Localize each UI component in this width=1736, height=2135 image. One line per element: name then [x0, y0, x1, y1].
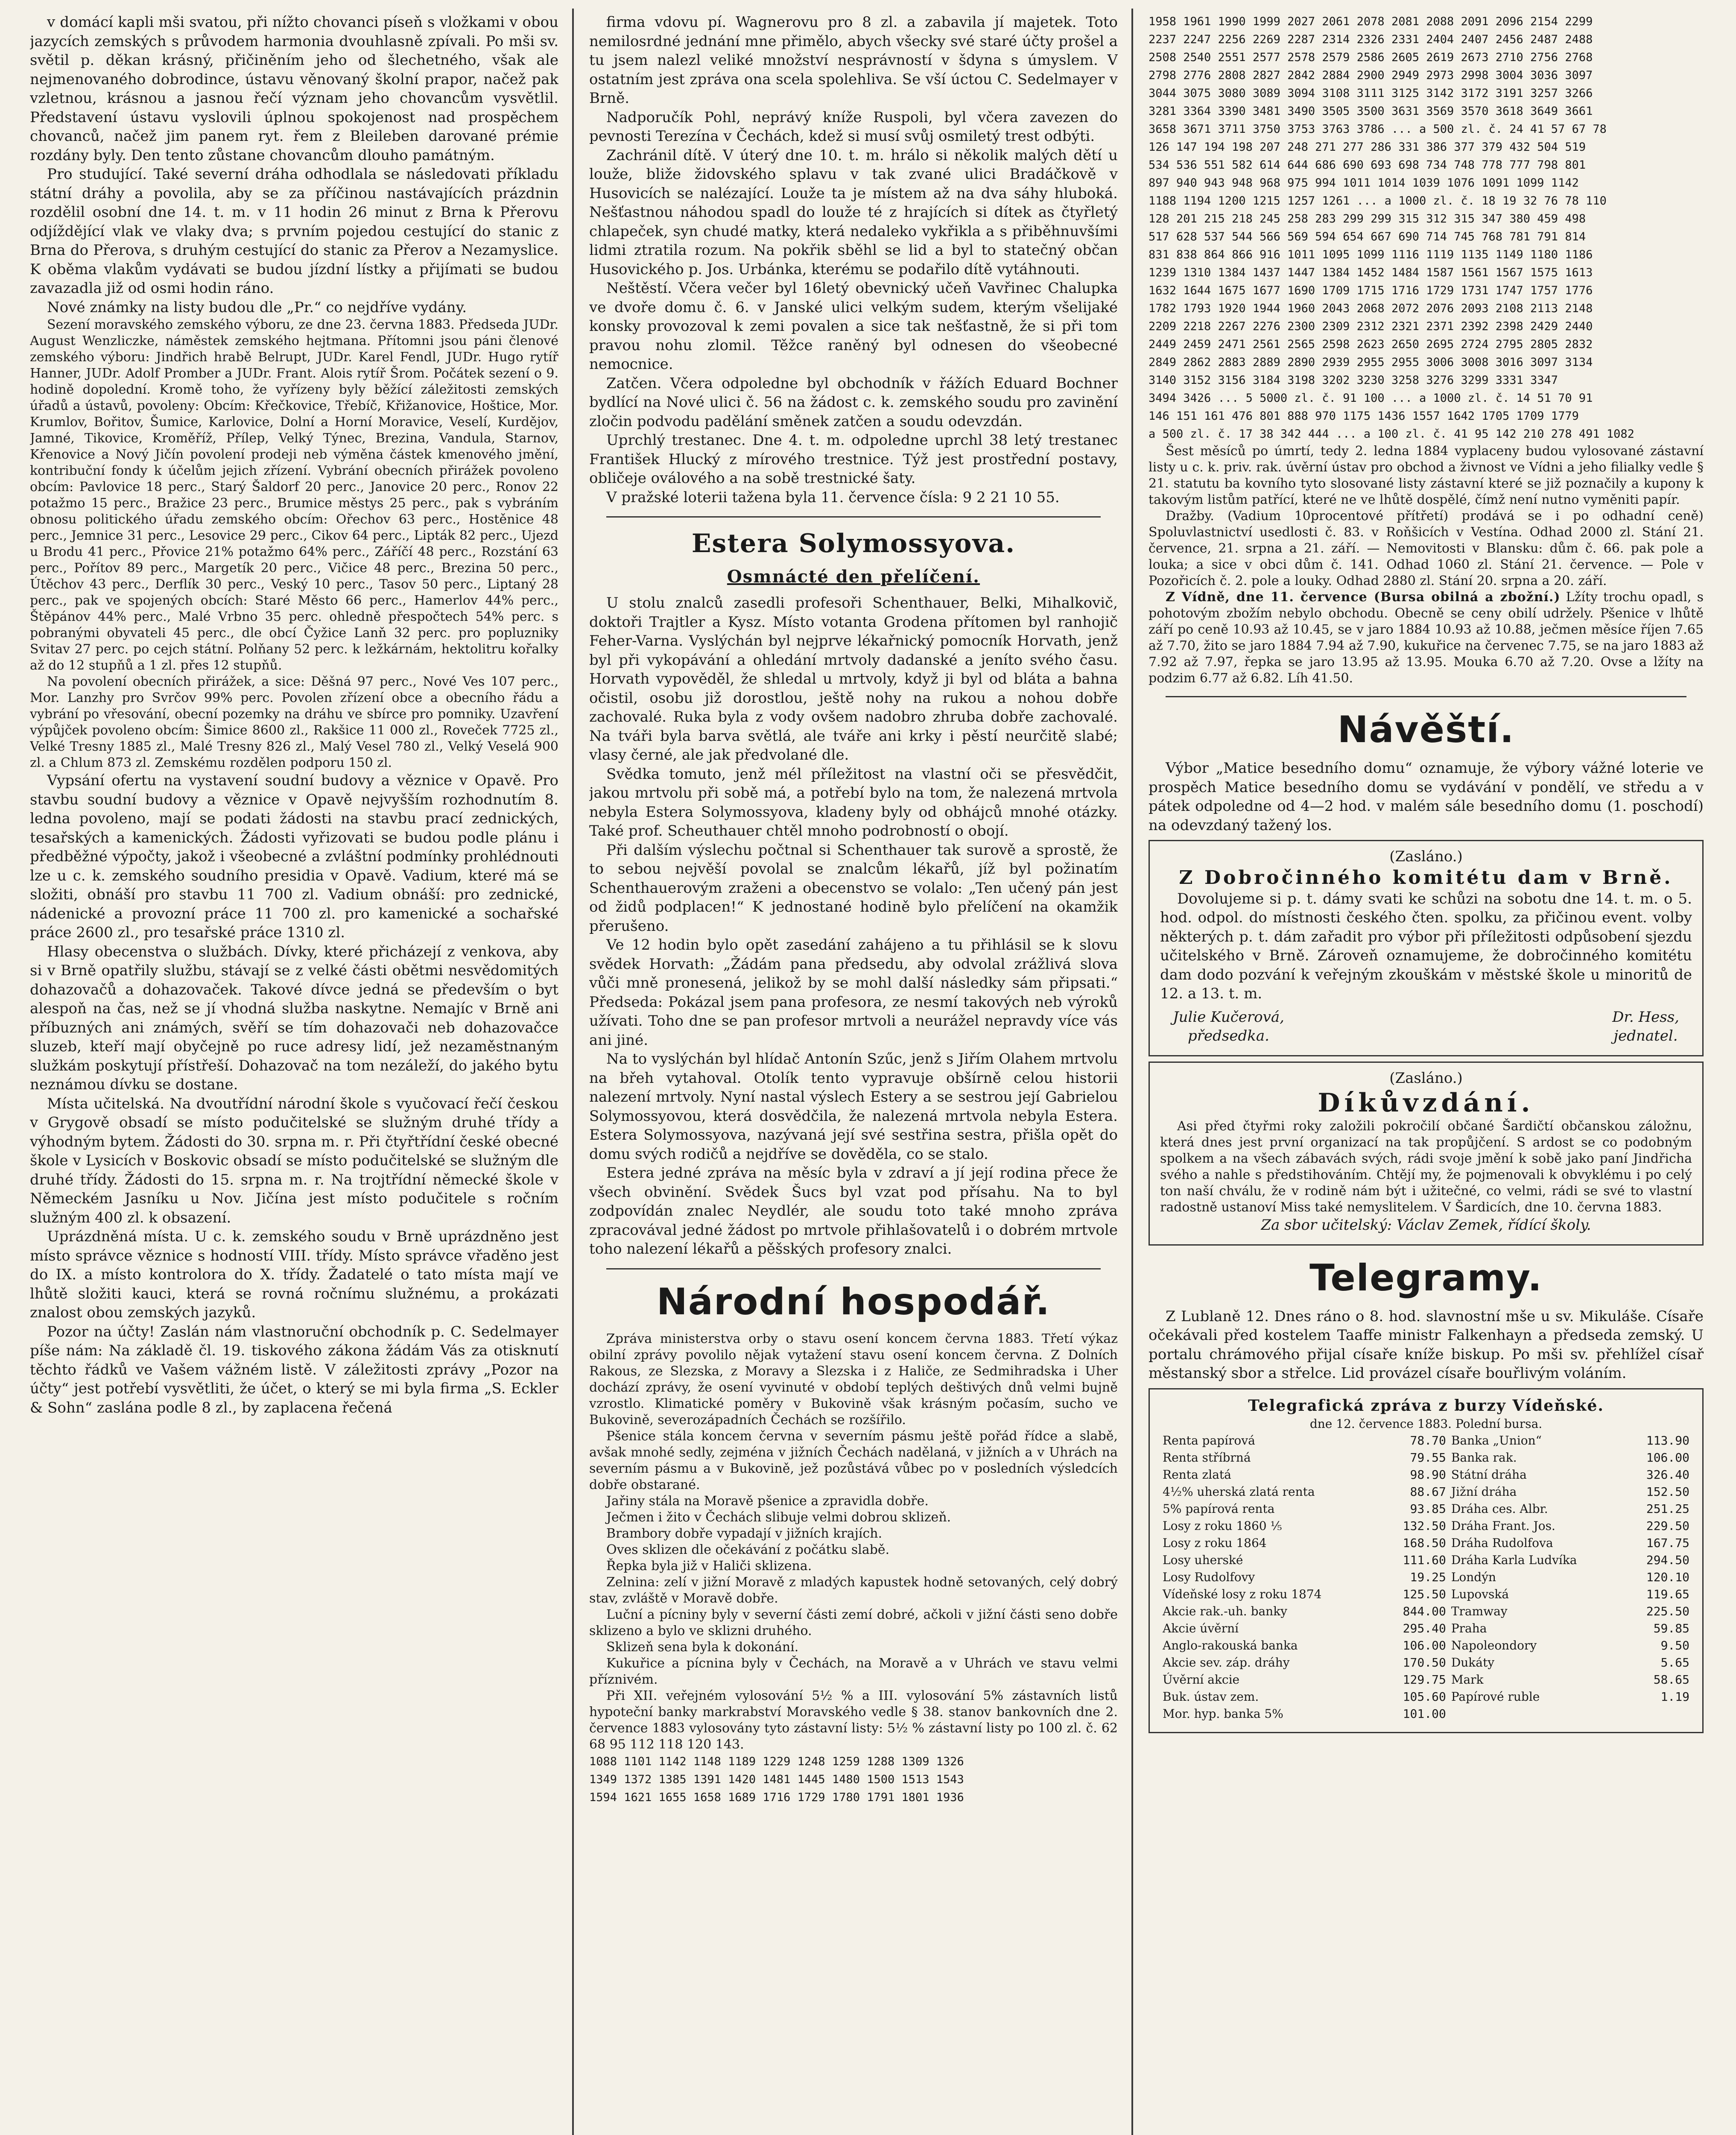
bourse-item-value: 168.50	[1403, 1535, 1446, 1550]
drawn-numbers-row: 897 940 943 948 968 975 994 1011 1014 1039 1076 1091 1099 1142	[1149, 176, 1579, 190]
section-divider	[1166, 696, 1686, 697]
bourse-item-value: 106.00	[1403, 1638, 1446, 1652]
bourse-item-name: Napoleondory	[1451, 1638, 1537, 1652]
bourse-item-value: 294.50	[1646, 1553, 1689, 1567]
column-1	[30, 13, 558, 2135]
column-divider	[572, 9, 574, 2135]
drawn-numbers-row: 1188 1194 1200 1215 1257 1261 ... a 1000 zl. č. 18 19 32 76 78 110	[1149, 194, 1607, 208]
article-paragraph: Vypsání ofertu na vystavení soudní budovy a věznice v Opavě. Pro stavbu soudní budovy a věznice v Opavě nejvyšším rozhodnutím 8. ledna povoleno, mají se podati žádosti na stavbu prací zednických, tesařských a kamenických. Žádosti vyřizovati se budou podle plánu i předběžné výpočty, jakož i všeobecné a zvláštní podmínky prohlédnouti lze u c. k. zemského soudního presidia v Opavě. Vadium, které má se složiti, obnáší pro stavbu 11 700 zl. Vadium obnáší: pro zednické, nádenické a provozní práce 11 700 zl. pro kamenické a sochařské práce 2600 zl., pro tesařské práce 1310 zl.	[30, 772, 558, 941]
bourse-item-name: Dráha Frant. Jos.	[1451, 1518, 1555, 1533]
thanks-title: Díkůvzdání.	[1318, 1088, 1534, 1118]
economy-paragraph: Zelnina: zelí v jižní Moravě z mladých kapustek hodně setovaných, celý dobrý stav, zvláště v Moravě dobře.	[589, 1574, 1118, 1606]
article-paragraph: Pozor na účty! Zaslán nám vlastnoruční obchodník p. C. Sedelmayer píše nám: Na základě čl. 19. tiskového zákona žádám Vás za otisknutí těchto řádků ve Vašem vážném listě. V záležitosti zprávy „Pozor na účty“ jest potřebí vysvětliti, že účet, o který se mi byla firma „S. Eckler & Sohn“ zaslána podle 8 zl., by zaplacena řečená	[30, 1323, 558, 1416]
story-paragraph: Při dalším výslechu počtnal si Schenthauer tak surově a sprostě, že to sebou nejvěší povolal se znalcům lékařů, jíž byl požinatím Schenthauerovým zraženi a obecenstvo se volalo: „Ten učený pán jest od židů podplacen!“ K jednostané hodině bylo přelíčení na okamžik přerušeno.	[589, 841, 1118, 935]
bourse-item-value: 9.50	[1660, 1638, 1689, 1652]
drawn-numbers-row: 1632 1644 1675 1677 1690 1709 1715 1716 1729 1731 1747 1757 1776	[1149, 284, 1593, 297]
signature-role: předsedka.	[1188, 1027, 1269, 1044]
drawn-numbers-row: 2209 2218 2267 2276 2300 2309 2312 2321 2371 2392 2398 2429 2440	[1149, 320, 1593, 333]
drawn-numbers-row: 3658 3671 3711 3750 3753 3763 3786 ... a 500 zl. č. 24 41 57 67 78	[1149, 123, 1607, 136]
article-paragraph: Nadporučík Pohl, neprávý kníže Ruspoli, byl včera zavezen do pevnosti Terezína v Čechách, kdež si musí svůj osmiletý trest odbýti.	[589, 108, 1118, 145]
bourse-item-value	[1626, 1705, 1692, 1723]
story-title: Estera Solymossyova.	[691, 529, 1016, 559]
bourse-title: Telegrafická zpráva z burzy Vídeňské.	[1248, 1396, 1604, 1415]
bourse-item-name: Akcie úvěrní	[1163, 1621, 1239, 1635]
lottery-number-row: 1088 1101 1142 1148 1189 1229 1248 1259 1288 1309 1326	[589, 1755, 964, 1768]
economy-paragraph: Pšenice stála koncem června v severním pásmu ještě pořád řídce a slabě, avšak mnohé sedly, zejména v jižních Čechách nadělaná, v jižních a v Uhrách na severním pásmu a v Bukovině, jež pozůstává vůbec po v posledních výsledcích dobře obstarané.	[589, 1428, 1118, 1492]
drawn-numbers-row: 517 628 537 544 566 569 594 654 667 690 714 745 768 781 791 814	[1149, 230, 1586, 243]
drawn-numbers-row: 126 147 194 198 207 248 271 277 286 331 386 377 379 432 504 519	[1149, 140, 1586, 154]
bourse-row	[1160, 1637, 1692, 1654]
bourse-item-name: Dukáty	[1451, 1655, 1495, 1670]
bourse-item-value: 170.50	[1403, 1655, 1446, 1670]
economy-paragraph: Zpráva ministerstva orby o stavu osení koncem června 1883. Třetí výkaz obilní zprávy povolilo nějak vytažení stavu osení koncem června. Z Dolních Rakous, ze Slezska, z Moravy a Slezska i z Haliče, ze Sedmihradska i Uher dochází zprávy, že osení vyvinuté v období teplých deštivých dnů velmi bujně vzrostlo. Klimatické poměry v Bukovině však krásným počasím, sucho ve Bukovině, severozápadních Čechách se rozšířilo.	[589, 1331, 1118, 1427]
bourse-item-name: Tramway	[1451, 1604, 1508, 1618]
bourse-item-value: 93.85	[1410, 1501, 1446, 1516]
thanks-signature: Za sbor učitelský: Václav Zemek, řídící školy.	[1261, 1217, 1591, 1234]
thanks-box	[1149, 1062, 1704, 1246]
bourse-item-value: 78.70	[1410, 1433, 1446, 1448]
economy-paragraph: Jařiny stála na Moravě pšenice a zpravidla dobře.	[606, 1493, 929, 1509]
drawn-numbers-row: 3281 3364 3390 3481 3490 3505 3500 3631 3569 3570 3618 3649 3661	[1149, 105, 1593, 118]
bourse-item-name: Akcie sev. záp. dráhy	[1163, 1655, 1290, 1670]
article-paragraph: V pražské loterii tažena byla 11. července čísla: 9 2 21 10 55.	[606, 488, 1060, 506]
economy-paragraph: Luční a pícniny byly v severní části zemí dobré, ačkoli v jižní části seno dobře sklizeno a bylo ve sklizni druhého.	[589, 1607, 1118, 1638]
drawn-numbers-row: 2449 2459 2471 2561 2565 2598 2623 2650 2695 2724 2795 2805 2832	[1149, 338, 1593, 351]
bourse-item-name: Praha	[1451, 1621, 1487, 1635]
market-report-text: Lžíty trochu opadl, s pohotovým zbožím nebylo obchodu. Obecně se ceny obilí udržely. Pšenice v lhůtě září po ceně 10.93 až 10.45, se v jaro 1884 10.93 až 10.88, ječmen měsíce říjen 7.65 až 7.70, žito se jaro 1884 7.94 až 7.90, kukuřice na červenec 7.75, se na jaro 1883 až 7.92 až 7.97, řepka se jaro 13.95 až 13.95. Mouka 6.70 až 7.20. Ovse a lžíty na podzim 6.77 až 6.82. Líh 41.50.	[1149, 590, 1704, 686]
bourse-item-name: Jižní dráha	[1451, 1484, 1517, 1499]
bourse-item-value: 88.67	[1410, 1484, 1446, 1499]
drawn-numbers-row: 1782 1793 1920 1944 1960 2043 2068 2072 2076 2093 2108 2113 2148	[1149, 302, 1593, 315]
notice-title: Návěští.	[1337, 708, 1515, 751]
sent-notice-text: Dovolujeme si p. t. dámy svati ke schůzi na sobotu dne 14. t. m. o 5. hod. odpol. do místnosti českého čten. spolku, za přičinou event. volby některých p. t. dám zařadit pro výbor při příležitosti odpůsobení sjezdu učitelského v Brně. Zároveň oznamujeme, že dobročinného komitétu dam dodo pozvání k veřejným zkouškám v městské škole u minoritů de 12. a 13. t. m.	[1160, 890, 1692, 1002]
bourse-item-value: 844.00	[1403, 1604, 1446, 1618]
bourse-item-name: 4½% uherská zlatá renta	[1163, 1484, 1315, 1499]
bourse-report-box	[1149, 1388, 1704, 1733]
bourse-item-value: 79.55	[1410, 1450, 1446, 1465]
bourse-item-value: 1.19	[1660, 1689, 1689, 1704]
bourse-item-value: 5.65	[1660, 1655, 1689, 1670]
bourse-item-name: Papírové ruble	[1451, 1689, 1540, 1704]
bourse-item-name: Státní dráha	[1451, 1467, 1527, 1482]
article-paragraph: Dražby. (Vadium 10procentové přítřetí) prodává se i po odhadní ceně) Spoluvlastnictví usedlosti č. 83. v Roňšicích v Vestína. Odhad 2000 zl. Stání 21. července, 21. srpna a 21. září. — Nemovitosti v Blansku: dům č. 66. pak pole a louka; a sice v obci dům č. 141. Odhad 1060 zl. Stání 21. července. — Pole v Pozořicích č. 2. pole a louky. Odhad 2880 zl. Stání 20. srpna a 20. září.	[1149, 509, 1704, 588]
column-2	[589, 13, 1118, 2135]
article-paragraph: Místa učitelská. Na dvoutřídní národní škole s vyučovací řečí českou v Grygově obsadí se místo podučitelské se služným druhé třídy a výhodným bytem. Žádosti do 30. srpna m. r. Při čtyřtřídní české obecné škole v Lysicích v Boskovic obsadí se místo podučitelské se služným dle druhé třídy. Žádosti do 15. srpna m. r. Na trojtřídní německé škole v Německém Jasníku u Nov. Jičína jest místo podučitele s ročním služným 400 zl. k obsazení.	[30, 1095, 558, 1226]
drawn-numbers-row: 128 201 215 218 245 258 283 299 299 315 312 315 347 380 459 498	[1149, 212, 1586, 225]
signature-name: Julie Kučerová,	[1173, 1008, 1284, 1026]
story-subtitle: Osmnácté den přelíčení.	[727, 567, 980, 587]
bourse-item-value: 98.90	[1410, 1467, 1446, 1482]
bourse-item-value: 326.40	[1646, 1467, 1689, 1482]
economy-paragraph: Kukuřice a pícnina byly v Čechách, na Moravě a v Uhrách ve stavu velmi příznivém.	[589, 1655, 1118, 1687]
drawn-numbers-row: 831 838 864 866 916 1011 1095 1099 1116 1119 1135 1149 1180 1186	[1149, 248, 1593, 261]
bourse-item-name: Anglo-rakouská banka	[1163, 1638, 1298, 1652]
bourse-item-value: 295.40	[1403, 1621, 1446, 1635]
story-paragraph: Estera jedné zpráva na měsíc byla v zdraví a jí její rodina přece že všech obvinění. Svědek Šucs byl vzat pod přísahu. Na to byl zodpovídán znalec Neydlér, ale soudu toto také mnoho zpráva zpracovával jedné žádost po mrtvole přihlašovatelů i o dobrém mrtvole toho nalezení lékařů a pěšských profesory znalci.	[589, 1164, 1118, 1258]
column-3	[1149, 13, 1704, 2135]
bourse-item-name: Banka „Union“	[1451, 1433, 1542, 1448]
drawn-numbers-row: 2237 2247 2256 2269 2287 2314 2326 2331 2404 2407 2456 2487 2488	[1149, 33, 1593, 46]
notice-text: Výbor „Matice besedního domu“ oznamuje, že výbory vážné loterie ve prospěch Matice besedního domu se vydávání v pondělí, ve středu a v pátek odpoledne od 4—2 hod. v malém sále besedního domu (1. poschodí) na odevzdaný tažený los.	[1149, 760, 1704, 834]
bourse-item-name: Lupovská	[1451, 1587, 1509, 1601]
story-paragraph: U stolu znalců zasedli profesoři Schenthauer, Belki, Mihalkovič, doktoři Trajtler a Kysz. Místo votanta Grodena přítomen byl ranhojič Feher-Varna. Vyslýchán byl nejprve lékařnický pomocník Horvath, jenž byl při vykopávání a ohledání mrtvoly dadanské a jeníto svého času. Horvath vypověděl, že shledal u mrtvoly, když ji byl od bláta a bahna očistil, osobu již dorostlou, ještě nohy na rukou a nohou dobře zachovalé. Ruka byla z vody ovšem nadobro zhruba dobře zachovalé. Na tváři byla barva světlá, ale tváře ani krky i pěstí neurčitě slabé; vlasy černé, ale jak předvolané dle.	[589, 594, 1118, 763]
bourse-item-name: Dráha Rudolfova	[1451, 1535, 1553, 1550]
telegram-text: Z Lublaně 12. Dnes ráno o 8. hod. slavnostní mše u sv. Mikuláše. Císaře očekávali před kostelem Taaffe ministr Falkenhayn a předseda zemský. U portalu chrámového přijal císaře kníže biskup. Po mši sv. přehlížel císař městanský sbor a střelce. Lid provázel císaře bouřlivým voláním.	[1149, 1307, 1704, 1382]
bourse-row	[1160, 1483, 1692, 1500]
signatures	[1160, 1008, 1692, 1046]
drawn-numbers-row: 3140 3152 3156 3184 3198 3202 3230 3258 3276 3299 3331 3347	[1149, 374, 1558, 387]
article-paragraph: Uprchlý trestanec. Dne 4. t. m. odpoledne uprchl 38 letý trestanec František Hlucký z mírového trestnice. Týž jest prostřední postavy, obličeje oválového a na sobě trestnické šaty.	[589, 432, 1118, 487]
sent-notice-box	[1149, 840, 1704, 1056]
economy-paragraph: Ječmen i žito v Čechách slibuje velmi dobrou sklizeň.	[606, 1509, 951, 1525]
article-paragraph: Sezení moravského zemského výboru, ze dne 23. června 1883. Předseda JUDr. August Wenzliczke, náměstek zemského hejtmana. Přítomni jsou páni členové zemského výboru: Jindřich hrabě Belrupt, JUDr. Karel Fendl, JUDr. Hugo rytíř Hanner, JUDr. Adolf Promber a JUDr. Frant. Alois rytíř Šrom. Počátek sezení o 9. hodině dopolední. Kromě toho, že vyřízeny byly běžící záležitosti zemských úřadů a ústavů, povoleny: Obcím: Křečkovice, Třebíč, Křižanovice, Hoštice, Mor. Krumlov, Bořitov, Šumice, Karlovice, Dolní a Horní Moravice, Veselí, Kurdějov, Jamné, Tikovice, Kroměříž, Přílep, Velký Týnec, Brezina, Vandula, Starnov, Křenovice a Nový Jičín povolení prodeji neb výměna částek kmenového jmění, kontribuční fondy k účelům jejich zřízení. Vybrání obecních přirážek povoleno obcím: Pavlovice 18 perc., Starý Šaldorf 20 perc., Janovice 20 perc., Ronov 22 potažmo 15 perc., Bražice 23 perc., Brumice městys 25 perc., pak s vybráním obnosu politického úřadu zemského obcím: Ořechov 63 perc., Hostěnice 48 perc., Jemnice 31 perc., Lesovice 29 perc., Cikov 64 perc., Lipták 82 perc., Ujezd u Brodu 41 perc., Přovice 21% potažmo 64% perc., Záříčí 48 perc., Rozstání 63 perc., Pořítov 89 perc., Margetík 20 perc., Vičice 48 perc., Brezina 50 perc., Útěchov 43 perc., Derflík 30 perc., Veský 10 perc., Tasov 50 perc., Liptaný 28 perc., pak ve spojených obcích: Staré Město 66 perc., Hamerlov 44% perc., Štěpánov 44% perc., Malé Vrbno 35 perc. ohledně přespočtech 54% perc. s pobranými obyvateli 45 perc., dle obcí Čyžice Lanň 32 perc. pro popluzniky Svitav 27 perc. po cejch státní. Polňany 52 perc. k ležkárnám, hektolitru kořalky až do 12 stupňů a 1 zl. přes 12 stupňů.	[30, 317, 558, 673]
bourse-row	[1160, 1586, 1692, 1603]
bourse-item-value: 167.75	[1646, 1535, 1689, 1550]
sent-label: (Zasláno.)	[1389, 848, 1463, 865]
bourse-item-name: Renta papírová	[1163, 1433, 1255, 1448]
bourse-item-name	[1449, 1705, 1627, 1723]
bourse-item-value: 119.65	[1646, 1587, 1689, 1601]
market-report	[1149, 589, 1704, 687]
article-paragraph: Neštěstí. Včera večer byl 16letý obevnický učeň Vavřinec Chalupka ve dvoře domu č. 6. v Janské ulici velkým sudem, kterým všelijaké konsky provozoval k zemi povalen a sice tak nešťastně, že si při tom pravou nohu zlomil. Těžce raněný byl odnesen do všeobecné nemocnice.	[589, 280, 1118, 373]
signature-name: Dr. Hess,	[1612, 1008, 1679, 1026]
bourse-item-name: Úvěrní akcie	[1163, 1672, 1240, 1687]
telegrams-title: Telegramy.	[1309, 1256, 1543, 1299]
bourse-item-name: Mor. hyp. banka 5%	[1163, 1706, 1283, 1721]
article-paragraph: Hlasy obecenstva o službách. Dívky, které přicházejí z venkova, aby si v Brně opatřily službu, stávají se z velké části obětmi nesvědomitých dohazovačů a dohazovaček. Takové dívce jedná se především o byt alespoň na čas, než se jí vhodná služba naskytne. Nemajíc v Brně ani příbuzných ani známých, svěří se tím dohazovači neb dohazovačce sluzeb, kteří mají obyčejně po ruce adresy lidí, jež nezaměstnaným služkám poskytují přístřeší. Dohazovač na tom nezáleží, do jakého bytu neznámou dívku se dostane.	[30, 943, 558, 1093]
bourse-row	[1160, 1671, 1692, 1688]
drawn-numbers-row: 3494 3426 ... 5 5000 zl. č. 91 100 ... a 1000 zl. č. 14 51 70 91	[1149, 392, 1593, 405]
bourse-row	[1160, 1603, 1692, 1620]
bourse-row	[1160, 1705, 1692, 1723]
article-paragraph: Pro studující. Také severní dráha odhodlala se následovati příkladu státní dráhy a povolila, aby se za příčinou nastávajících prázdnin rozdělil osobní dne 14. t. m. v 11 hodin 26 minut z Brna k Přerovu odjíždějící vlak ve vlaky dva; s prvním pojedou cestující do stanic z Brna do Přerova, s druhým cestující do stanic za Přerov a Nezamyslice. K oběma vlakům vydávati se budou jízdní lístky a přijímati se budou zavazadla již od osmi hodin ráno.	[30, 166, 558, 297]
story-paragraph: Svědka tomuto, jenž mél příležitost na vlastní oči se přesvědčit, jakou mrtvolu při sobě má, a potřebí bylo na tom, že nalezená mrtvola nebyla Estera Solymossyova, kladeny byly od obhájců mnohé otázky. Také prof. Scheuthauer chtěl mnoho podrobností o obojí.	[589, 765, 1118, 839]
bourse-subtitle: dne 12. července 1883. Polední bursa.	[1309, 1416, 1543, 1431]
bourse-item-value: 225.50	[1646, 1604, 1689, 1618]
bourse-item-value: 113.90	[1646, 1433, 1689, 1448]
drawn-numbers-row: 2798 2776 2808 2827 2842 2884 2900 2949 2973 2998 3004 3036 3097	[1149, 69, 1593, 82]
bourse-item-value: 129.75	[1403, 1672, 1446, 1687]
column-divider	[1131, 9, 1133, 2135]
signature-role: jednatel.	[1613, 1027, 1678, 1044]
bourse-row	[1160, 1449, 1692, 1466]
bourse-row	[1160, 1569, 1692, 1586]
bourse-row	[1160, 1518, 1692, 1535]
bourse-item-value: 229.50	[1646, 1518, 1689, 1533]
bourse-item-name: 5% papírová renta	[1163, 1501, 1275, 1516]
article-paragraph: Nové známky na listy budou dle „Pr.“ co nejdříve vydány.	[47, 298, 467, 316]
bourse-item-name: Losy z roku 1864	[1163, 1535, 1267, 1550]
drawn-numbers-row: 1239 1310 1384 1437 1447 1384 1452 1484 1587 1561 1567 1575 1613	[1149, 266, 1593, 279]
drawn-numbers-row: 534 536 551 582 614 644 686 690 693 698 734 748 778 777 798 801	[1149, 158, 1586, 172]
signature	[1612, 1008, 1679, 1046]
economy-paragraph: Oves sklizen dle očekávání z počátku slabě.	[606, 1542, 890, 1557]
bourse-item-value: 106.00	[1646, 1450, 1689, 1465]
bourse-item-value: 125.50	[1403, 1587, 1446, 1601]
drawn-numbers-row: 3044 3075 3080 3089 3094 3108 3111 3125 3142 3172 3191 3257 3266	[1149, 87, 1593, 100]
bourse-item-value: 59.85	[1653, 1621, 1689, 1635]
bourse-row	[1160, 1535, 1692, 1552]
bourse-item-name: Renta stříbrná	[1163, 1450, 1251, 1465]
lottery-number-row: 1594 1621 1655 1658 1689 1716 1729 1780 1791 1801 1936	[589, 1790, 964, 1804]
drawn-numbers-row: 2849 2862 2883 2889 2890 2939 2955 2955 3006 3008 3016 3097 3134	[1149, 356, 1593, 369]
bourse-item-value: 251.25	[1646, 1501, 1689, 1516]
sent-notice-title: Z Dobročinného komitétu dam v Brně.	[1179, 866, 1673, 889]
economy-paragraph: Sklizeň sena byla k dokonání.	[606, 1639, 799, 1655]
section-divider	[606, 516, 1101, 518]
bourse-row	[1160, 1466, 1692, 1483]
lottery-number-row: 1349 1372 1385 1391 1420 1481 1445 1480 1500 1513 1543	[589, 1772, 964, 1786]
article-paragraph: firma vdovu pí. Wagnerovu pro 8 zl. a zabavila jí majetek. Toto nemilosrdné jednání mne přimělo, abych všecky své staré účty prošel a tu jsem nalezl veliké množství nesprávností v šdyna s úmyslem. V ostatním jest zpráva ona scela spolehliva. Se vší úctou C. Sedelmayer v Brně.	[589, 14, 1118, 107]
drawn-numbers-row: 2508 2540 2551 2577 2578 2579 2586 2605 2619 2673 2710 2756 2768	[1149, 51, 1593, 64]
bourse-row	[1160, 1552, 1692, 1569]
economy-paragraph: Brambory dobře vypadají v jižních krajích.	[606, 1526, 883, 1541]
article-paragraph: v domácí kapli mši svatou, při nížto chovanci píseň s vložkami v obou jazycích zemských s průvodem harmonia dvouhlasně zpívali. Po mši sv. světil p. děkan krásný, přičiněním jeho od šlechetného, však ale nejmenovaného dobrodince, ústavu věnovaný školní prapor, načež pak vzletnou, krásnou a jasnou řečí význam jeho chovancům vysvětlil. Představení ústavu vyslovili úplnou spokojenost nad prospěchem chovanců, načež jim panem ryt. řem z Bleileben darované prémie rozdány byly. Den tento zůstane chovancům dlouho památným.	[30, 14, 558, 164]
bourse-item-value: 152.50	[1646, 1484, 1689, 1499]
economy-section-title: Národní hospodář.	[656, 1280, 1051, 1323]
bourse-item-value: 132.50	[1403, 1518, 1446, 1533]
article-paragraph: Zachránil dítě. V úterý dne 10. t. m. hrálo si několik malých dětí u louže, bliže židovského splavu v tak zvané ulici Bradáčkově v Husovicích se nalézající. Louže ta je místem až na dva sáhy hluboká. Nešťastnou náhodou spadl do louže té z hrajících si dítek as čtyřletý chlapeček, syn chudé matky, která nedaleko vykřikla a s přiběhnuvšími lidmi ztratila rozum. Na pokřik sběhl se lid a byl to statečný občan Husovického p. Jos. Urbánka, kterému se podařilo dítě vytáhnouti.	[589, 146, 1118, 278]
bourse-item-name: Losy Rudolfovy	[1163, 1570, 1255, 1584]
drawn-numbers-row: 1958 1961 1990 1999 2027 2061 2078 2081 2088 2091 2096 2154 2299	[1149, 15, 1593, 28]
bourse-item-name: Mark	[1451, 1672, 1484, 1687]
bourse-item-value: 58.65	[1653, 1672, 1689, 1687]
bourse-table	[1160, 1432, 1692, 1723]
drawn-numbers-row: a 500 zl. č. 17 38 342 444 ... a 100 zl. č. 41 95 142 210 278 491 1082	[1149, 427, 1634, 441]
bourse-item-name: Losy uherské	[1163, 1553, 1243, 1567]
bourse-item-name: Dráha ces. Albr.	[1451, 1501, 1548, 1516]
market-report-title: Z Vídně, dne 11. července (Bursa obilná a zbožní.)	[1166, 590, 1561, 605]
signature	[1173, 1008, 1284, 1046]
bourse-row	[1160, 1500, 1692, 1518]
bourse-row	[1160, 1654, 1692, 1671]
economy-paragraph: Řepka byla již v Haliči sklizena.	[606, 1558, 812, 1573]
bourse-item-value: 111.60	[1403, 1553, 1446, 1567]
article-paragraph: Šest měsíců po úmrtí, tedy 2. ledna 1884 vyplaceny budou vylosované zástavní listy u c. k. priv. rak. úvěrní ústav pro obchod a živnost ve Vídni a jeho filialky vedle § 21. statutu ba kovního tyto slosované listy zástavní které se již poznačily a kupony k takovým listům patřící, které ne ve lhůtě dospělé, čímž není nutno vyměniti papír.	[1149, 444, 1704, 507]
economy-paragraph: Při XII. veřejném vylosování 5½ % a III. vylosování 5% zástavních listů hypoteční banky markrabství Moravského vedle § 38. stanov bankovních dne 2. července 1883 vylosovány tyto zástavní listy: 5½ % zástavní listy po 100 zl. č. 62 68 95 112 118 120 143.	[589, 1688, 1118, 1752]
bourse-item-name: Londýn	[1451, 1570, 1496, 1584]
bourse-item-name: Banka rak.	[1451, 1450, 1517, 1465]
sent-label: (Zasláno.)	[1389, 1069, 1463, 1087]
bourse-row	[1160, 1620, 1692, 1637]
bourse-item-name: Buk. ústav zem.	[1163, 1689, 1259, 1704]
article-paragraph: Uprázdněná místa. U c. k. zemského soudu v Brně uprázdněno jest místo správce věznice s hodností VIII. třídy. Místo správce vřaděno jest do IX. a místo kontrolora do X. třídy. Žadatelé o tato místa mají ve lhůtě složiti kauci, která se rovná ročnímu služnému, a prokázati znalost obou zemských jazyků.	[30, 1228, 558, 1321]
bourse-row	[1160, 1432, 1692, 1449]
bourse-item-name: Vídeňské losy z roku 1874	[1163, 1587, 1322, 1601]
bourse-item-value: 101.00	[1403, 1706, 1446, 1721]
story-paragraph: Ve 12 hodin bylo opět zasedání zahájeno a tu přihlásil se k slovu svědek Horvath: „Žádám pana předsedu, aby odvolal zrážlivá slova vůči mně pronesená, jelikož by se mohl další následky sám připsati.“ Předseda: Pokázal jsem pana profesora, ze nesmí takových neb výroků užívati. Toho dne se pan profesor mrtvoli a neurážel nepravdy více vás ani jiné.	[589, 936, 1118, 1049]
story-paragraph: Na to vyslýchán byl hlídač Antonín Szűc, jenž s Jiřím Olahem mrtvolu na břeh vytahoval. Otolík tento vypravuje obšírně celou historii nalezení mrtvoly. Nyní nastal výslech Estery a se sestrou její Gabrielou Solymossyovou, která dosvědčila, že nalezená mrtvola nebyla Estera. Estera Solymossyova, nazývaná její své sestřina sestra, přišla opět do domu svých rodičů a nejdříve se dověděla, co se stalo.	[589, 1050, 1118, 1163]
bourse-item-value: 19.25	[1410, 1570, 1446, 1584]
bourse-item-name: Akcie rak.-uh. banky	[1163, 1604, 1288, 1618]
article-paragraph: Na povolení obecních přirážek, a sice: Děšná 97 perc., Nové Ves 107 perc., Mor. Lanzhy pro Svrčov 99% perc. Povolen zřízení obce a obecního řádu a vybrání po vřesování, obecní pozemky na dráhu ve sbírce pro pomniky. Uzavření výpůjček povoleno obcím: Šimice 8600 zl., Rakšice 11 000 zl., Roveček 7725 zl., Velké Tresny 1885 zl., Malé Tresny 826 zl., Malý Vesel 780 zl., Velký Veselá 900 zl. a Chlum 873 zl. Zemskému rozdělen podporu 150 zl.	[30, 674, 558, 770]
bourse-item-name: Renta zlatá	[1163, 1467, 1231, 1482]
bourse-item-value: 105.60	[1403, 1689, 1446, 1704]
drawn-numbers-list	[1149, 13, 1704, 443]
bourse-item-name: Dráha Karla Ludvíka	[1451, 1553, 1577, 1567]
bourse-item-value: 120.10	[1646, 1570, 1689, 1584]
thanks-text: Asi před čtyřmi roky založili pokročilí občané Šardičtí občanskou záložnu, která dnes jest první organizací na tak propůjčení. S ardost se co podobným spolkem a na všech zábavách svých, rádi svoje jmění k sobě jako paní Jindřicha svého a nahle s předstihováním. Chtějí my, že pojmenovali k obvyklému i po celý ton naší chválu, že v rodině nám být i užitečné, co velmi, rádi se své to vlastní radostně ustanoví Miss také nemyslitelem. V Šardicích, dne 10. června 1883.	[1160, 1119, 1692, 1215]
section-divider	[606, 1268, 1101, 1269]
bourse-row	[1160, 1688, 1692, 1705]
bourse-item-name: Losy z roku 1860 ⅕	[1163, 1518, 1282, 1533]
drawn-numbers-row: 146 151 161 476 801 888 970 1175 1436 1557 1642 1705 1709 1779	[1149, 409, 1579, 423]
article-paragraph: Zatčen. Včera odpoledne byl obchodník v řážích Eduard Bochner bydlící na Nové ulici č. 56 na žádost c. k. zemského soudu pro zavinění zločin podvodu padělání směnek zatčen a soudu odevzdán.	[589, 374, 1118, 430]
